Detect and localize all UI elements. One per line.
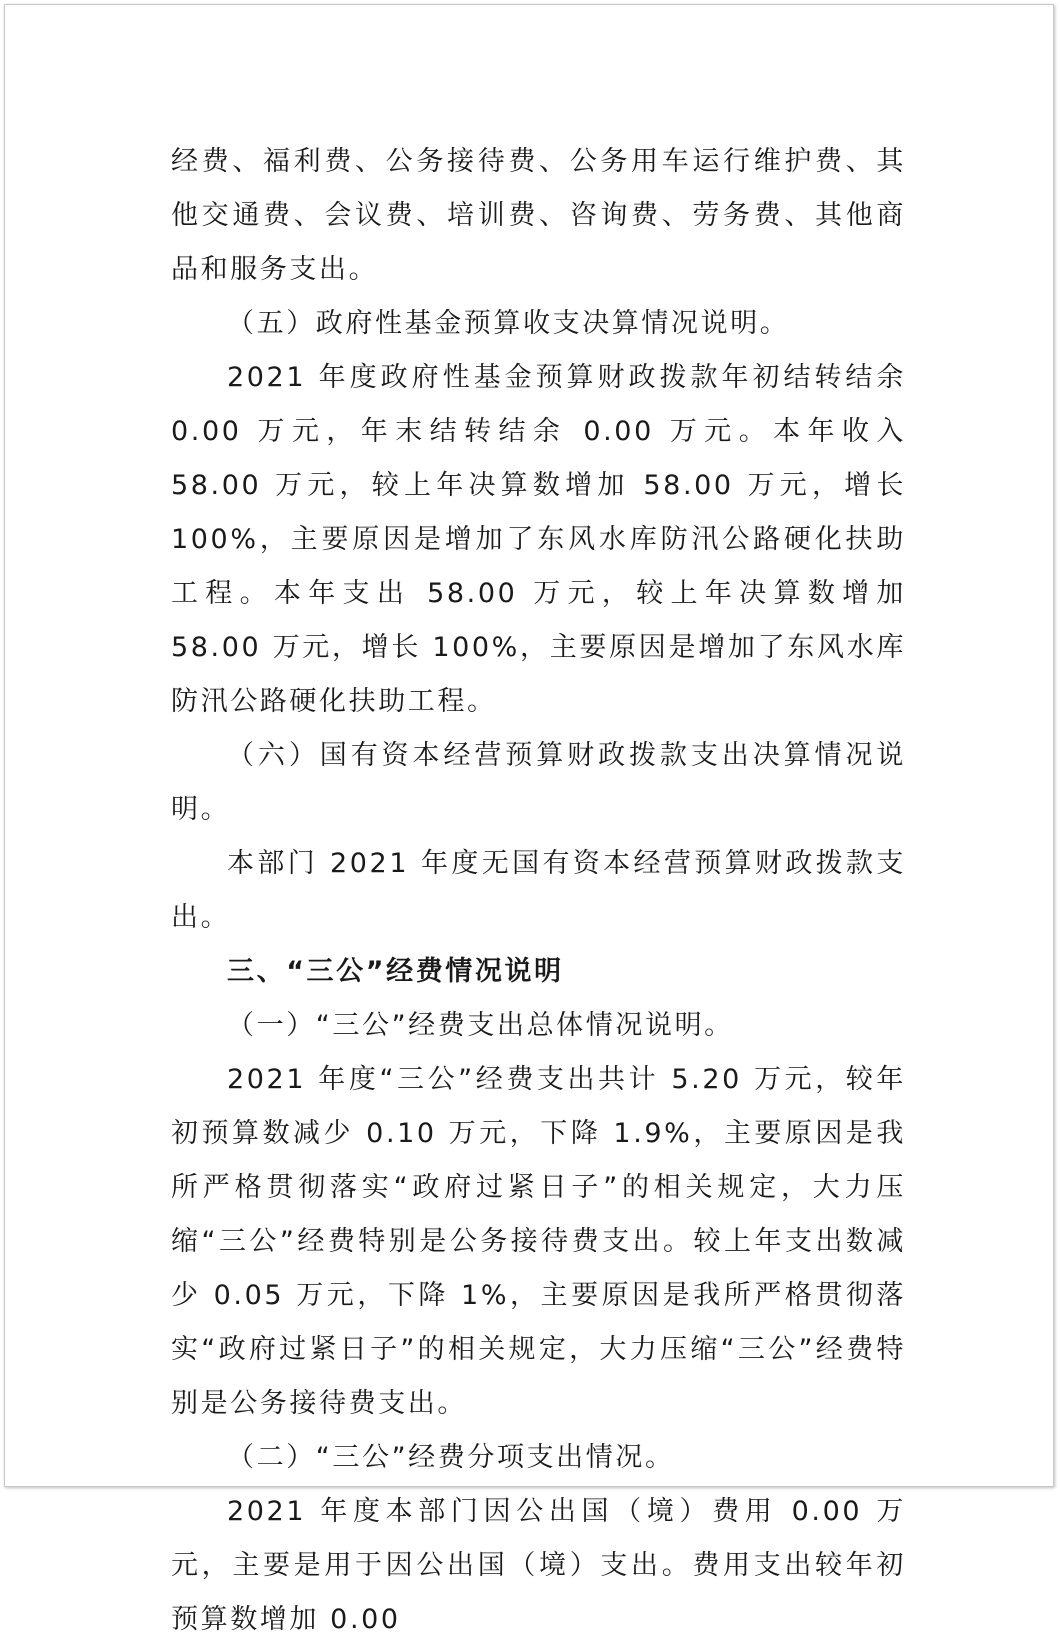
- body-paragraph: 2021 年度本部门因公出国（境）费用 0.00 万元，主要是用于因公出国（境）支出。费用支出较年初预算数增加 0.00: [171, 1496, 906, 1635]
- section-heading-state-capital: （六）国有资本经营预算财政拨款支出决算情况说明。: [171, 740, 906, 825]
- body-paragraph: 本部门 2021 年度无国有资本经营预算财政拨款支出。: [171, 848, 906, 933]
- section-heading-itemized: （二）“三公”经费分项支出情况。: [227, 1442, 675, 1473]
- body-paragraph: 2021 年度“三公”经费支出共计 5.20 万元，较年初预算数减少 0.10 万元，下降 1.9%，主要原因是我所严格贯彻落实“政府过紧日子”的相关规定，大力压缩“三公”经费特别是公务接待费支出。较上年支出数减少 0.05 万元，下降 1%，主要原因是我所严格贯彻落实“政府过紧日子”的相关规定，大力压缩“三公”经费特别是公务接待费支出。: [171, 1064, 906, 1419]
- body-paragraph: 2021 年度政府性基金预算财政拨款年初结转结余 0.00 万元，年末结转结余 0.00 万元。本年收入 58.00 万元，较上年决算数增加 58.00 万元，增长 100%，主要原因是增加了东风水库防汛公路硬化扶助工程。本年支出 58.00 万元，较上年决算数增加 58.00 万元，增长 100%，主要原因是增加了东风水库防汛公路硬化扶助工程。: [171, 362, 906, 717]
- body-paragraph: 经费、福利费、公务接待费、公务用车运行维护费、其他交通费、会议费、培训费、咨询费、劳务费、其他商品和服务支出。: [171, 146, 906, 285]
- document-body: [171, 135, 906, 1647]
- section-heading-fund-budget: （五）政府性基金预算收支决算情况说明。: [227, 308, 790, 339]
- section-title-three-public: 三、“三公”经费情况说明: [227, 956, 564, 987]
- section-heading-overall: （一）“三公”经费支出总体情况说明。: [227, 1010, 734, 1041]
- document-page: [4, 4, 1054, 1635]
